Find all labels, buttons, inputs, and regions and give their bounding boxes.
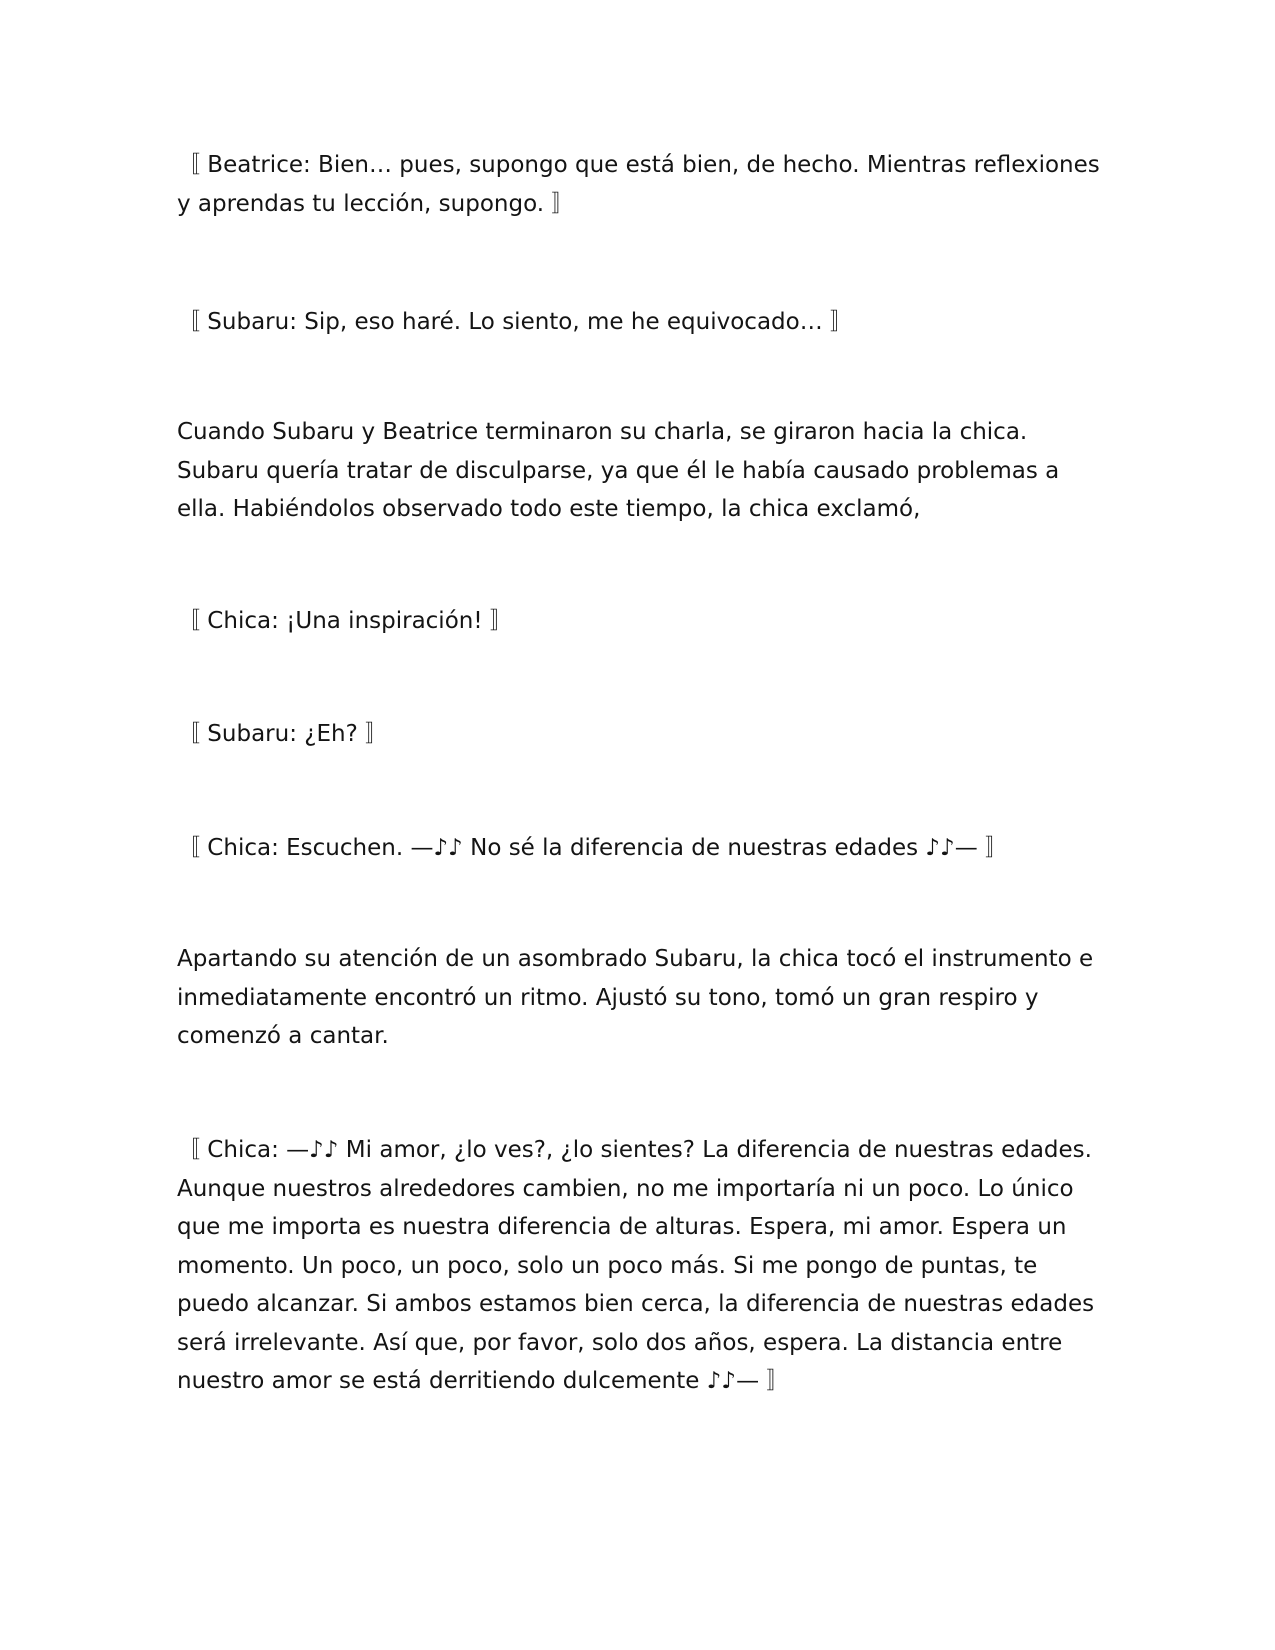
dialogue-subaru-2: 〚 Subaru: ¿Eh? 〛	[177, 721, 389, 747]
dialogue-chica-song: 〚 Chica: —♪♪ Mi amor, ¿lo ves?, ¿lo sientes? La diferencia de nuestras edades. Aunque nuestros alrededores cambien, no me importaría ni un poco. Lo único que me importa es nuestra diferencia de alturas. Espera, mi amor. Espera un momento. Un poco, un poco, solo un poco más. Si me pongo de puntas, te puedo alcanzar. Si ambos estamos bien cerca, la diferencia de nuestras edades será irrelevante. Así que, por favor, solo dos años, espera. La distancia entre nuestro amor se está derritiendo dulcemente ♪♪— 〛	[177, 1137, 1095, 1394]
dialogue-chica-2: 〚 Chica: Escuchen. —♪♪ No sé la diferencia de nuestras edades ♪♪— 〛	[177, 835, 1009, 861]
narration-paragraph-1: Cuando Subaru y Beatrice terminaron su charla, se giraron hacia la chica. Subaru quería tratar de disculparse, ya que él le había causado problemas a ella. Habiéndolos observado todo este tiempo, la chica exclamó,	[177, 419, 1060, 522]
dialogue-chica-1: 〚 Chica: ¡Una inspiración! 〛	[177, 608, 513, 634]
narration-paragraph-2: Apartando su atención de un asombrado Subaru, la chica tocó el instrumento e inmediatamente encontró un ritmo. Ajustó su tono, tomó un gran respiro y comenzó a cantar.	[177, 946, 1094, 1049]
dialogue-beatrice-1: 〚 Beatrice: Bien… pues, supongo que está bien, de hecho. Mientras reflexiones y aprendas tu lección, supongo. 〛	[177, 152, 1100, 217]
dialogue-subaru-1: 〚 Subaru: Sip, eso haré. Lo siento, me he equivocado… 〛	[177, 309, 854, 335]
